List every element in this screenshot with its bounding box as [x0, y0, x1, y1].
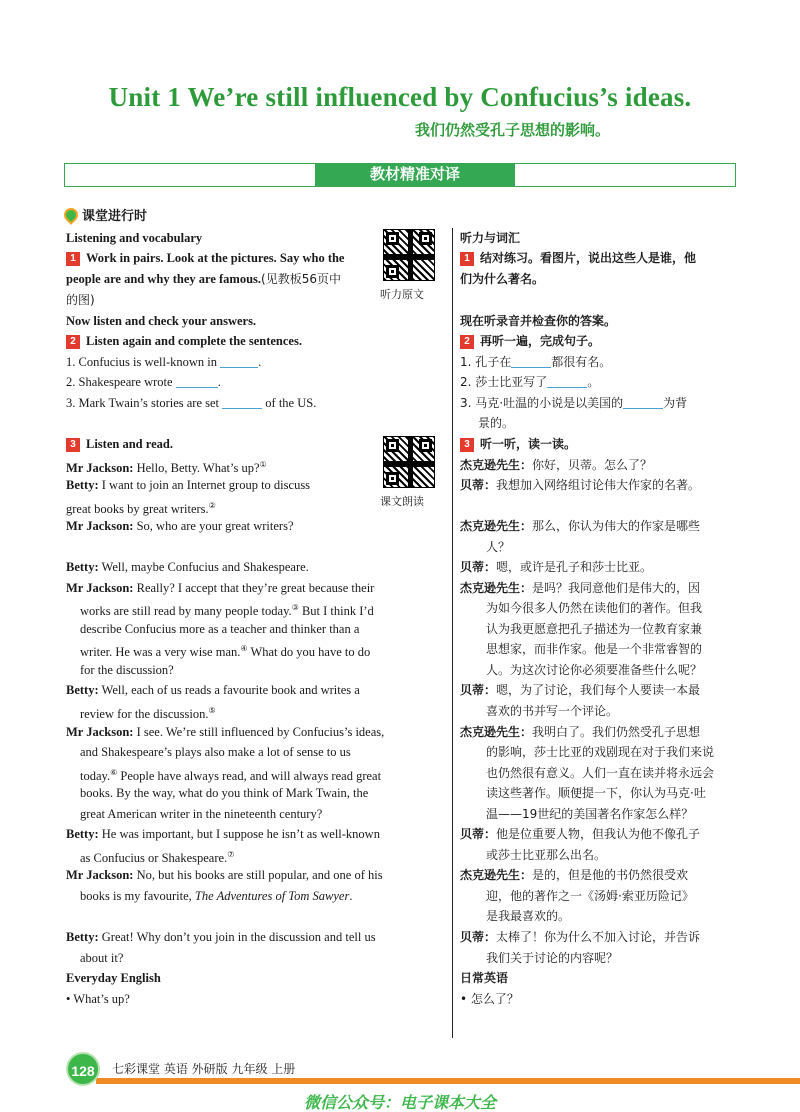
dialogue-line: [80, 619, 359, 639]
exercise-number-badge: 1: [460, 252, 474, 266]
left-s2-text: 2. Shakespeare wrote: [66, 375, 173, 389]
cn-dialogue-text: 那么，你认为伟大的作家是哪些: [532, 519, 701, 533]
cn-dialogue-line: [460, 557, 652, 577]
cn-dialogue-line: [460, 455, 652, 475]
left-s3-text: 3. Mark Twain’s stories are set: [66, 396, 220, 410]
right-ex2-line: [460, 331, 600, 351]
dialogue-line: [80, 783, 368, 803]
dialogue-text: No, but his books are still popular, and one of his: [136, 868, 383, 882]
answer-blank[interactable]: [511, 356, 551, 368]
dialogue-text: describe Confucius more as a teacher and thinker than a: [80, 622, 360, 636]
dialogue-line: [80, 804, 322, 824]
dialogue-text: and Shakespeare’s plays also make a lot of sense to us: [80, 745, 351, 759]
qr-finder-icon: [386, 265, 399, 278]
cn-dialogue-line: [460, 680, 700, 700]
left-ex1-line: [66, 248, 344, 268]
cn-speaker-mr-jackson: 杰克逊先生：: [460, 725, 533, 739]
dialogue-text: I see. We’re still influenced by Confucius’s ideas,: [136, 725, 385, 739]
dialogue-line: [80, 639, 370, 662]
exercise-number-badge: 2: [66, 335, 80, 349]
cn-dialogue-line: [460, 865, 688, 885]
watermark-text: 微信公众号：电子课本大全: [303, 1093, 496, 1112]
dialogue-line: [66, 722, 384, 742]
cn-speaker-betty: 贝蒂：: [460, 930, 497, 944]
cn-speaker-betty: 贝蒂：: [460, 827, 497, 841]
right-listen-check: 现在听录音并检查你的答案。: [460, 314, 617, 328]
left-ex3-text: Listen and read.: [86, 437, 173, 451]
left-ex2-line: [66, 331, 302, 351]
right-ex3-line: [460, 434, 576, 454]
cn-dialogue-line: [460, 475, 700, 495]
dialogue-line: [66, 824, 380, 844]
dialogue-text: review for the discussion.: [80, 707, 209, 722]
left-everyday-heading: Everyday English: [66, 971, 161, 985]
dialogue-line: [80, 660, 174, 680]
cn-speaker-betty: 贝蒂：: [460, 478, 497, 492]
column-divider: [452, 228, 453, 1038]
qr-finder-icon: [419, 439, 432, 452]
qr-label-listening: 听力原文: [380, 288, 424, 301]
note-marker: ②: [208, 501, 216, 510]
speaker-betty: Betty:: [66, 827, 99, 841]
right-s2-text: 2. 莎士比亚写了: [460, 375, 548, 389]
dialogue-text: writer. He was a very wise man.: [80, 645, 241, 660]
banner-label: 教材精准对译: [315, 163, 515, 186]
cn-speaker-mr-jackson: 杰克逊先生：: [460, 581, 533, 595]
cn-dialogue-text: 太棒了！你为什么不加入讨论，并告诉: [496, 930, 701, 944]
period: .: [217, 375, 221, 389]
answer-blank[interactable]: [222, 397, 262, 409]
unit-title: Unit 1 We’re still influenced by Confucius’s ideas.: [108, 82, 692, 112]
speaker-betty: Betty:: [66, 683, 99, 697]
dialogue-text: for the discussion?: [80, 663, 174, 677]
left-s1-text: 1. Confucius is well-known in: [66, 355, 218, 369]
cn-dialogue-line: 思想家，而非作家。他是一个非常睿智的: [486, 642, 703, 656]
exercise-number-badge: 3: [66, 438, 80, 452]
cn-dialogue-text: 嗯，为了讨论，我们每个人要读一本最: [496, 683, 701, 697]
left-s3-end: of the US.: [265, 396, 317, 410]
cn-dialogue-line: [460, 722, 700, 742]
dialogue-text: today.: [80, 769, 111, 784]
cn-dialogue-text: 他是位重要人物，但我认为他不像孔子: [496, 827, 701, 841]
right-sentence-3: [460, 393, 687, 413]
left-ex1-note: (见教板56页中: [261, 272, 341, 286]
right-s2-end: 。: [587, 375, 600, 389]
qr-finder-icon: [386, 472, 399, 485]
dialogue-text: So, who are your great writers?: [136, 519, 294, 533]
left-ex1-text2: people are and why they are famous.: [66, 272, 262, 286]
dialogue-line: [66, 475, 310, 495]
dialogue-text: Well, each of us reads a favourite book and writes a: [101, 683, 360, 697]
right-listening-heading: 听力与词汇: [460, 231, 521, 245]
cn-dialogue-line: 人？: [486, 540, 511, 554]
answer-blank[interactable]: [547, 376, 587, 388]
exercise-number-badge: 1: [66, 252, 80, 266]
left-listening-heading: Listening and vocabulary: [66, 231, 203, 245]
cn-dialogue-line: 也仍然很有意义。人们一直在读并将永远会: [486, 766, 715, 780]
cn-dialogue-line: [460, 578, 700, 598]
answer-blank[interactable]: [176, 376, 218, 388]
right-sentence-1: [460, 352, 611, 372]
cn-dialogue-text: 你好，贝蒂。怎么了？: [532, 458, 653, 472]
left-ex1-line2: [66, 269, 341, 289]
footer-text: 七彩课堂 英语 外研版 九年级 上册: [112, 1062, 296, 1076]
qr-finder-icon: [386, 439, 399, 452]
speaker-mr-jackson: Mr Jackson:: [66, 461, 134, 476]
qr-finder-icon: [386, 232, 399, 245]
period: .: [258, 355, 262, 369]
right-sentence-2: [460, 372, 599, 392]
right-ex1-line: [460, 248, 696, 268]
cn-dialogue-line: 的影响，莎士比亚的戏剧现在对于我们来说: [486, 745, 715, 759]
dialogue-line: [66, 927, 376, 947]
dialogue-line: [66, 680, 360, 700]
dialogue-line: [80, 886, 352, 906]
cn-dialogue-text: 嗯，或许是孔子和莎士比亚。: [496, 560, 653, 574]
cn-dialogue-text: 我明白了。我们仍然受孔子思想: [532, 725, 701, 739]
dialogue-line: [80, 701, 216, 724]
left-ex2-text: Listen again and complete the sentences.: [86, 334, 302, 348]
right-everyday-heading: 日常英语: [460, 971, 509, 985]
dialogue-line: [66, 557, 309, 577]
left-listen-check: Now listen and check your answers.: [66, 314, 257, 328]
right-ex1-text: 结对练习。看图片，说出这些人是谁，他: [480, 251, 697, 265]
qr-code-reading-icon[interactable]: [383, 436, 435, 488]
dialogue-text: But I think I’d: [301, 604, 374, 619]
right-ex3-text: 听一听，读一读。: [480, 437, 577, 451]
speaker-betty: Betty:: [66, 478, 99, 492]
cn-dialogue-text: 是的，但是他的书仍然很受欢: [532, 868, 689, 882]
left-sentence-2: [66, 372, 221, 392]
left-sentence-1: [66, 352, 261, 372]
left-ex3-line: [66, 434, 173, 454]
left-ex1-text: Work in pairs. Look at the pictures. Say who the: [86, 251, 345, 265]
dialogue-line: [66, 865, 383, 885]
right-ex2-text: 再听一遍，完成句子。: [480, 334, 601, 348]
dialogue-text: as Confucius or Shakespeare.: [80, 851, 228, 866]
cn-dialogue-line: 人。为这次讨论你必须要准备些什么呢？: [486, 663, 703, 677]
dialogue-line: [80, 598, 374, 621]
left-ex1-line3: 的图): [66, 293, 95, 307]
speaker-mr-jackson: Mr Jackson:: [66, 581, 134, 595]
book-title: The Adventures of Tom Sawyer: [194, 889, 350, 903]
qr-code-listening-icon[interactable]: [383, 229, 435, 281]
qr-label-reading: 课文朗读: [380, 495, 424, 508]
cn-dialogue-line: 喜欢的书并写一个评论。: [486, 704, 619, 718]
section-heading-text: 课堂进行时: [82, 209, 148, 224]
exercise-number-badge: 2: [460, 335, 474, 349]
dialogue-text: Great! Why don’t you join in the discussion and tell us: [101, 930, 376, 944]
dialogue-text: great American writer in the nineteenth century?: [80, 807, 323, 821]
page-number: 128: [66, 1052, 100, 1086]
dialogue-text: Hello, Betty. What’s up?: [136, 461, 260, 476]
dialogue-text: What do you have to do: [250, 645, 371, 660]
right-s3-end: 为背: [663, 396, 688, 410]
cn-dialogue-line: 温——19世纪的美国著名作家怎么样？: [486, 807, 694, 821]
speaker-betty: Betty:: [66, 560, 99, 574]
dialogue-text: great books by great writers.: [66, 502, 209, 517]
dialogue-text: Well, maybe Confucius and Shakespeare.: [101, 560, 309, 574]
note-marker: ⑦: [227, 850, 235, 859]
left-everyday-item: • What’s up?: [66, 992, 130, 1006]
dialogue-line: [80, 948, 123, 968]
location-pin-icon: [61, 205, 81, 225]
section-banner: [64, 163, 736, 187]
unit-subtitle: 我们仍然受孔子思想的影响。: [414, 121, 610, 139]
qr-finder-icon: [419, 232, 432, 245]
dialogue-text: books is my favourite,: [80, 889, 192, 903]
answer-blank[interactable]: [220, 356, 258, 368]
right-s3-text: 3. 马克·吐温的小说是以美国的: [460, 396, 624, 410]
note-marker: ⑥: [110, 768, 118, 777]
cn-dialogue-line: 是我最喜欢的。: [486, 909, 571, 923]
dialogue-line: [66, 578, 374, 598]
cn-speaker-mr-jackson: 杰克逊先生：: [460, 519, 533, 533]
dialogue-text: People have always read, and will always read great: [120, 769, 382, 784]
speaker-mr-jackson: Mr Jackson:: [66, 725, 134, 739]
dialogue-text: books. By the way, what do you think of Mark Twain, the: [80, 786, 369, 800]
period: .: [349, 889, 353, 903]
dialogue-text: I want to join an Internet group to discuss: [101, 478, 311, 492]
cn-speaker-betty: 贝蒂：: [460, 683, 497, 697]
right-s1-end: 都很有名。: [551, 355, 612, 369]
cn-dialogue-text: 是吗？我同意他们是伟大的，因: [532, 581, 701, 595]
speaker-betty: Betty:: [66, 930, 99, 944]
cn-dialogue-line: [460, 516, 700, 536]
dialogue-text: Really? I accept that they’re great because their: [136, 581, 375, 595]
speaker-mr-jackson: Mr Jackson:: [66, 519, 134, 533]
note-marker: ①: [259, 460, 267, 469]
cn-dialogue-line: 认为我更愿意把孔子描述为一位教育家兼: [486, 622, 703, 636]
right-s1-text: 1. 孔子在: [460, 355, 512, 369]
footer-bar: [96, 1078, 800, 1084]
cn-dialogue-line: [460, 927, 700, 947]
speaker-mr-jackson: Mr Jackson:: [66, 868, 134, 882]
cn-dialogue-line: 读这些著作。顺便提一下，你认为马克·吐: [486, 786, 706, 800]
cn-dialogue-line: 迎，他的著作之一《汤姆·索亚历险记》: [486, 889, 694, 903]
left-sentence-3: [66, 393, 316, 413]
dialogue-text: about it?: [80, 951, 124, 965]
right-everyday-item: • 怎么了？: [460, 992, 519, 1006]
cn-dialogue-text: 我想加入网络组讨论伟大作家的名著。: [496, 478, 701, 492]
note-marker: ④: [240, 644, 248, 653]
exercise-number-badge: 3: [460, 438, 474, 452]
cn-speaker-mr-jackson: 杰克逊先生：: [460, 458, 533, 472]
dialogue-text: He was important, but I suppose he isn’t as well-known: [101, 827, 380, 841]
dialogue-line: [66, 516, 294, 536]
cn-speaker-mr-jackson: 杰克逊先生：: [460, 868, 533, 882]
right-ex1-line2: 们为什么著名。: [460, 272, 545, 286]
cn-dialogue-line: [460, 824, 700, 844]
right-sentence-3-cont: 景的。: [478, 416, 515, 430]
cn-dialogue-line: 为如今很多人仍然在读他们的著作。但我: [486, 601, 703, 615]
answer-blank[interactable]: [623, 397, 663, 409]
dialogue-line: [80, 742, 351, 762]
dialogue-text: works are still read by many people today.: [80, 604, 292, 619]
note-marker: ③: [291, 603, 299, 612]
cn-dialogue-line: 我们关于讨论的内容呢？: [486, 951, 619, 965]
section-heading: [64, 205, 147, 224]
note-marker: ⑤: [208, 706, 216, 715]
cn-speaker-betty: 贝蒂：: [460, 560, 497, 574]
cn-dialogue-line: 或莎士比亚那么出名。: [486, 848, 607, 862]
